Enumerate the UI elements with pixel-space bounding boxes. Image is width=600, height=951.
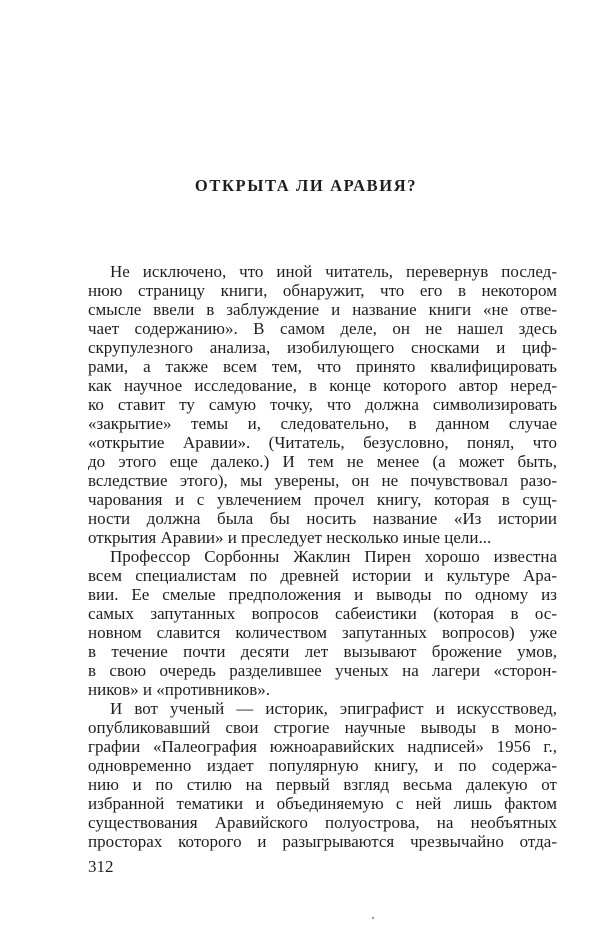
chapter-title: ОТКРЫТА ЛИ АРАВИЯ? (194, 176, 418, 195)
text-line: избранной тематики и объединяемую с ней лишь фактом (88, 794, 557, 813)
text-line: новном славится количеством запутанных вопросов) уже (88, 623, 557, 642)
text-line: чарования и с увлечением прочел книгу, которая в сущ- (88, 490, 557, 509)
body-text (88, 262, 557, 851)
text-line: ников» и «противников». (88, 680, 271, 699)
text-line: И вот ученый — историк, эпиграфист и искусствовед, (110, 699, 557, 718)
scan-speck (372, 917, 374, 919)
text-line: «закрытие» темы и, следовательно, в данном случае (88, 414, 557, 433)
text-line: нию и по стилю на первый взгляд весьма далекую от (88, 775, 557, 794)
text-line: нюю страницу книги, обнаружит, что его в некотором (88, 281, 557, 300)
text-line: Не исключено, что иной читатель, перевернув послед- (110, 262, 557, 281)
text-line: Профессор Сорбонны Жаклин Пирен хорошо известна (110, 547, 557, 566)
text-line: самых запутанных вопросов сабеистики (которая в ос- (88, 604, 557, 623)
text-line: в свою очередь разделившее ученых на лагери «сторон- (88, 661, 557, 680)
text-line: в течение почти десяти лет вызывают брожение умов, (88, 642, 557, 661)
text-line: до этого еще далеко.) И тем не менее (а может быть, (88, 452, 557, 471)
text-line: просторах которого и разыгрываются чрезвычайно отда- (88, 832, 557, 851)
text-line: открытия Аравии» и преследует несколько иные цели... (88, 528, 492, 547)
text-line: «открытие Аравии». (Читатель, безусловно, понял, что (88, 433, 557, 452)
text-line: одновременно издает популярную книгу, и по содержа- (88, 756, 557, 775)
text-line: рами, а также всем тем, что принято квалифицировать (88, 357, 557, 376)
page-number: 312 (88, 857, 114, 876)
text-line: как научное исследование, в конце которого автор неред- (88, 376, 557, 395)
text-line: графии «Палеография южноаравийских надписей» 1956 г., (88, 737, 557, 756)
text-line: всем специалистам по древней истории и культуре Ара- (88, 566, 557, 585)
text-line: скрупулезного анализа, изобилующего сносками и циф- (88, 338, 557, 357)
text-line: вследствие этого), мы уверены, он не почувствовал разо- (88, 471, 557, 490)
text-line: ко ставит ту самую точку, что должна символизировать (88, 395, 557, 414)
text-line: вии. Ее смелые предположения и выводы по одному из (88, 585, 557, 604)
text-line: существования Аравийского полуострова, на необъятных (88, 813, 557, 832)
text-line: чает содержанию». В самом деле, он не нашел здесь (88, 319, 557, 338)
text-line: опубликовавший свои строгие научные выводы в моно- (88, 718, 557, 737)
text-line: смысле ввели в заблуждение и название книги «не отве- (88, 300, 557, 319)
text-line: ности должна была бы носить название «Из истории (88, 509, 557, 528)
